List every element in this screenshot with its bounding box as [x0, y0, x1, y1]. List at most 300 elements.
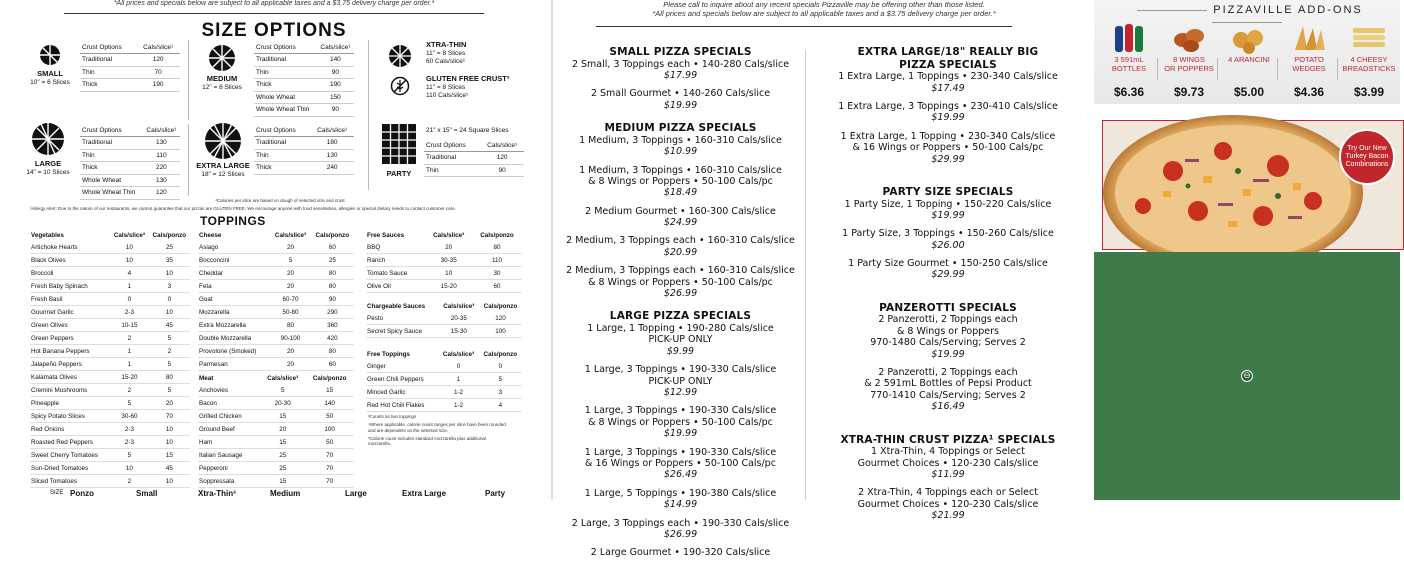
- special-line: 970-1480 Cals/Serving; Serves 2: [870, 337, 1026, 349]
- special-line: 2 Large, 3 Toppings each • 190-330 Cals/slice: [571, 517, 790, 529]
- table-row: [30, 462, 190, 475]
- size-small-sub: 10" = 6 Slices: [30, 79, 70, 86]
- table-cell: Secret Spicy Sauce: [366, 325, 439, 338]
- special-price: $21.99: [931, 510, 965, 522]
- addon-name: [1220, 56, 1278, 65]
- table-header: Cals/ponzo: [312, 375, 347, 382]
- table-cell: Jalapeño Peppers: [30, 358, 110, 371]
- table-header-row: [30, 230, 190, 241]
- special-section-heading: [808, 186, 1088, 199]
- table-row: [80, 162, 180, 175]
- specials-right-column: [808, 46, 1088, 543]
- addon-name-line: 4 ARANCINI: [1228, 55, 1270, 64]
- bottom-label-xtra-thin: Xtra-Thin³: [198, 489, 236, 498]
- specials-note-2: *All prices and specials below are subject to all applicable taxes and a $3.75 delivery charge per order.*: [652, 9, 996, 18]
- specials-rule: [596, 26, 1012, 27]
- spacer: [558, 228, 803, 235]
- table-header: Cheese: [199, 232, 222, 239]
- topping-note: ³Counts as two toppings: [368, 414, 417, 419]
- table-cell: 30-35: [425, 254, 472, 267]
- table-header: Cals/slice¹: [136, 42, 180, 54]
- divider: [368, 40, 369, 190]
- size-medium-label: MEDIUM: [206, 74, 238, 83]
- table-header: Cals/slice¹: [317, 42, 354, 54]
- spacer: [808, 360, 1088, 367]
- table-cell: 80: [311, 267, 354, 280]
- table-row: [254, 91, 354, 104]
- breadsticks-icon: [1349, 20, 1389, 54]
- spacer: [558, 258, 803, 265]
- table-cell: 15: [260, 475, 305, 488]
- table-cell: 190: [317, 79, 354, 92]
- table-cell: 5: [270, 254, 310, 267]
- table-cell: BBQ: [366, 241, 425, 254]
- table-header-row: [80, 42, 180, 54]
- table-header-row: [254, 42, 354, 54]
- table-cell: 0: [110, 293, 148, 306]
- table-cell: 50-80: [270, 306, 310, 319]
- gluten-free-label: GLUTEN FREE CRUST²: [426, 74, 510, 83]
- table-cell: 50: [305, 410, 354, 423]
- xtra-thin-label: XTRA-THIN: [426, 40, 467, 49]
- special-price: $12.99: [663, 386, 698, 398]
- vegetables-table: [30, 230, 190, 488]
- table-row: [198, 423, 354, 436]
- table-cell: Thin: [424, 164, 480, 177]
- table-cell: Extra Mozzarella: [198, 319, 270, 332]
- table-row: [30, 332, 190, 345]
- table-header: Crust Options: [80, 125, 143, 137]
- pizza-party-icon: [382, 124, 416, 164]
- spacer: [808, 420, 1088, 434]
- addon-name-line: 3 591mL: [1114, 55, 1144, 64]
- table-cell: Feta: [198, 280, 270, 293]
- table-row: [80, 79, 180, 92]
- party-crust-table: [424, 140, 524, 177]
- table-header: Cals/ponzo: [152, 232, 187, 239]
- table-row: [254, 149, 354, 162]
- size-options-title: SIZE OPTIONS: [201, 20, 347, 41]
- table-cell: Green Chili Peppers: [366, 373, 438, 386]
- addon-price: $5.00: [1233, 85, 1265, 99]
- table-cell: 4: [110, 267, 148, 280]
- table-cell: Thick: [80, 162, 143, 175]
- table-row: [366, 399, 522, 412]
- special-line: 770-1410 Cals/Serving; Serves 2: [870, 389, 1026, 401]
- table-cell: 290: [311, 306, 354, 319]
- special-price: $19.99: [931, 348, 965, 360]
- bottom-label-small: Small: [136, 489, 158, 498]
- table-cell: Tomato Sauce: [366, 267, 425, 280]
- special-price: $19.99: [663, 99, 698, 111]
- table-row: [80, 137, 180, 150]
- table-cell: 2: [149, 345, 190, 358]
- table-cell: 0: [149, 293, 190, 306]
- table-row: [254, 66, 354, 79]
- green-backdrop: [1094, 252, 1400, 500]
- specials-left-column: [558, 46, 803, 570]
- table-cell: 70: [305, 475, 354, 488]
- special-line: 1 Large, 3 Toppings • 190-330 Cals/slice: [584, 405, 777, 417]
- table-cell: 30-60: [110, 410, 148, 423]
- specials-panel: [556, 0, 1092, 559]
- table-cell: 10: [149, 306, 190, 319]
- table-cell: 1-2: [438, 399, 478, 412]
- spacer: [558, 158, 803, 165]
- spacer: [558, 398, 803, 405]
- table-cell: Thick: [254, 162, 310, 175]
- special-line: 2 Small Gourmet • 140-260 Cals/slice: [590, 88, 771, 100]
- close-icon[interactable]: ⊖: [1241, 370, 1253, 382]
- table-cell: Traditional: [80, 54, 136, 67]
- special-price: $29.99: [931, 269, 965, 281]
- table-cell: 20: [270, 345, 310, 358]
- table-cell: 90: [480, 164, 524, 177]
- table-cell: Ham: [198, 436, 260, 449]
- spacer: [808, 124, 1088, 131]
- table-row: [198, 345, 354, 358]
- table-cell: 140: [317, 54, 354, 67]
- table-row: [366, 360, 522, 373]
- table-cell: Red Onions: [30, 423, 110, 436]
- table-cell: Whole Wheat Thin: [80, 187, 143, 200]
- addons-banner: [1094, 0, 1400, 104]
- table-row: [198, 293, 354, 306]
- divider: [188, 40, 189, 120]
- table-header: Crust Options: [424, 140, 480, 152]
- table-cell: Thin: [80, 149, 143, 162]
- table-cell: 2: [110, 475, 148, 488]
- table-row: [30, 241, 190, 254]
- table-row: [30, 267, 190, 280]
- table-cell: 2: [110, 332, 148, 345]
- special-line: & 8 Wings or Poppers: [896, 325, 1000, 337]
- table-cell: Ranch: [366, 254, 425, 267]
- divider: [1337, 58, 1338, 80]
- addon-name-line: POTATO: [1294, 55, 1324, 64]
- table-header: Cals/slice³: [274, 232, 307, 239]
- table-cell: Black Olives: [30, 254, 110, 267]
- table-cell: Pesto: [366, 312, 439, 325]
- addons-title: PIZZAVILLE ADD-ONS: [1094, 4, 1400, 28]
- table-cell: 80: [270, 319, 310, 332]
- table-row: [366, 241, 522, 254]
- table-cell: 0: [438, 360, 478, 373]
- spacer: [808, 251, 1088, 258]
- table-cell: Hot Banana Peppers: [30, 345, 110, 358]
- special-price: $26.99: [663, 288, 698, 300]
- pizza-large-icon: [31, 122, 65, 156]
- table-cell: Thin: [254, 149, 310, 162]
- table-cell: 90: [311, 293, 354, 306]
- heading-line: PIZZA SPECIALS: [899, 58, 997, 71]
- spacer: [808, 288, 1088, 302]
- xtra-thin-line: 60 Cals/slice¹: [426, 58, 466, 66]
- table-cell: Sweet Cherry Tomatoes: [30, 449, 110, 462]
- heading-line: MEDIUM PIZZA SPECIALS: [604, 122, 757, 135]
- special-section-heading: [558, 310, 803, 323]
- fine-print-calories: ¹Calories per slice are based on dough of selected size and crust: [215, 198, 345, 203]
- free-toppings-table: [366, 349, 522, 412]
- spacer: [558, 566, 803, 570]
- table-cell: Whole Wheat: [254, 91, 317, 104]
- table-row: [30, 371, 190, 384]
- table-cell: 100: [305, 423, 354, 436]
- spacer: [558, 199, 803, 206]
- table-cell: 80: [149, 371, 190, 384]
- special-price: $9.99: [666, 345, 695, 357]
- addon-item[interactable]: [1160, 18, 1218, 102]
- table-cell: Ground Beef: [198, 423, 260, 436]
- gluten-free-line: 110 Cals/slice¹: [426, 92, 469, 100]
- size-medium-sub: 12" = 8 Slices: [202, 84, 242, 91]
- spacer: [808, 522, 1088, 529]
- table-cell: 70: [305, 449, 354, 462]
- table-header: Free Sauces: [367, 232, 405, 239]
- table-cell: 130: [143, 174, 180, 187]
- table-row: [30, 423, 190, 436]
- table-cell: Cheddar: [198, 267, 270, 280]
- table-row: [366, 386, 522, 399]
- table-row: [30, 436, 190, 449]
- table-cell: 240: [310, 162, 354, 175]
- small-crust-table: [80, 42, 180, 92]
- addon-name-line: WEDGES: [1292, 63, 1326, 73]
- table-cell: Goat: [198, 293, 270, 306]
- addon-item[interactable]: [1280, 18, 1338, 102]
- addon-item[interactable]: [1340, 18, 1398, 102]
- bottom-label-extra-large: Extra Large: [402, 489, 447, 498]
- fine-print-allergy: ²Allergy Alert: Due to the nature of our restaurants, we cannot guarantee that our pizzas are GLUTEN FREE. We encourage anyone with food sensitivities, allergies or special dietary needs to contact customer care.: [30, 206, 456, 211]
- spacer: [808, 529, 1088, 543]
- table-header: Cals/ponzo: [480, 232, 514, 239]
- table-row: [198, 254, 354, 267]
- addon-name-line: OR POPPERS: [1164, 63, 1214, 73]
- special-line: 1 Xtra-Thin, 4 Toppings or Select: [871, 446, 1025, 458]
- special-section-heading: [808, 46, 1088, 71]
- toppings-title: TOPPINGS: [200, 214, 266, 228]
- special-section-heading: [558, 46, 803, 59]
- special-line: & 16 Wings or Poppers • 50-100 Cals/pc: [852, 142, 1044, 154]
- addons-panel: [1094, 0, 1400, 500]
- table-row: [80, 54, 180, 67]
- table-cell: Sun-Dried Tomatoes: [30, 462, 110, 475]
- table-cell: 180: [310, 137, 354, 150]
- heading-line: EXTRA LARGE/18" REALLY BIG: [857, 46, 1039, 58]
- table-cell: 15-20: [110, 371, 148, 384]
- spacer: [808, 413, 1088, 420]
- special-price: $29.99: [931, 153, 965, 165]
- table-header: Free Toppings: [367, 351, 410, 358]
- table-cell: Traditional: [254, 137, 310, 150]
- table-row: [254, 162, 354, 175]
- special-line: 1 Extra Large, 1 Toppings • 230-340 Cals/slice: [838, 71, 1058, 83]
- table-cell: 15: [305, 384, 354, 397]
- special-price: $17.99: [663, 69, 698, 81]
- table-cell: 0: [479, 360, 522, 373]
- specials-column-divider: [805, 50, 806, 500]
- heading-line: XTRA-THIN CRUST PIZZA¹ SPECIALS: [840, 433, 1056, 446]
- table-row: [80, 174, 180, 187]
- table-row: [80, 66, 180, 79]
- special-line: 1 Large, 3 Toppings • 190-330 Cals/slice: [584, 364, 777, 376]
- table-cell: 5: [149, 358, 190, 371]
- addon-price: $6.36: [1113, 85, 1145, 99]
- table-header-row: [366, 230, 522, 241]
- table-header: Cals/slice³: [443, 303, 475, 310]
- special-line: 1 Medium, 3 Toppings • 160-310 Cals/slice: [579, 164, 782, 176]
- table-cell: 1: [110, 280, 148, 293]
- table-row: [30, 319, 190, 332]
- table-cell: 15: [149, 449, 190, 462]
- table-cell: Pineapple: [30, 397, 110, 410]
- table-cell: 25: [149, 241, 190, 254]
- table-cell: 10: [149, 436, 190, 449]
- spacer: [808, 94, 1088, 101]
- table-cell: Parmesan: [198, 358, 270, 371]
- table-cell: Fresh Basil: [30, 293, 110, 306]
- table-cell: 90: [317, 104, 354, 117]
- table-row: [30, 449, 190, 462]
- spacer: [558, 540, 803, 547]
- size-party-label: PARTY: [386, 169, 412, 178]
- heading-line: SMALL PIZZA SPECIALS: [609, 46, 752, 58]
- table-header-row: [198, 373, 354, 384]
- table-header: Cals/slice¹: [310, 125, 354, 137]
- table-cell: 1: [438, 373, 478, 386]
- spacer: [808, 221, 1088, 228]
- table-row: [30, 345, 190, 358]
- table-cell: 10: [110, 241, 148, 254]
- special-line: 1 Party Size, 1 Topping • 150-220 Cals/slice: [844, 198, 1052, 210]
- table-cell: Double Mozzarella: [198, 332, 270, 345]
- table-cell: 20: [425, 241, 472, 254]
- table-cell: 15-30: [439, 325, 479, 338]
- special-price: $24.99: [663, 217, 698, 229]
- table-cell: Cremini Mushrooms: [30, 384, 110, 397]
- table-cell: Kalamata Olives: [30, 371, 110, 384]
- special-price: $26.00: [931, 239, 965, 251]
- table-row: [198, 280, 354, 293]
- table-cell: 35: [149, 254, 190, 267]
- table-cell: Grilled Chicken: [198, 410, 260, 423]
- table-row: [30, 358, 190, 371]
- table-row: [198, 462, 354, 475]
- addon-item[interactable]: [1220, 18, 1278, 102]
- xtra-thin-line: 11" = 8 Slices: [426, 49, 466, 57]
- table-row: [198, 384, 354, 397]
- table-row: [30, 410, 190, 423]
- bottles-icon: [1109, 20, 1149, 54]
- bottom-label-medium: Medium: [270, 489, 301, 498]
- special-line: & 2 591mL Bottles of Pepsi Product: [864, 378, 1032, 390]
- table-cell: Pepperoni: [198, 462, 260, 475]
- table-cell: Italian Sausage: [198, 449, 260, 462]
- spacer: [808, 172, 1088, 186]
- table-row: [366, 312, 522, 325]
- table-cell: 1-2: [438, 386, 478, 399]
- addon-price: $4.36: [1293, 85, 1325, 99]
- table-cell: 15: [260, 436, 305, 449]
- addon-price: $9.73: [1173, 85, 1205, 99]
- table-cell: 10: [425, 267, 472, 280]
- table-header: Cals/slice¹: [143, 125, 180, 137]
- wings-icon: [1169, 20, 1209, 54]
- table-cell: 140: [305, 397, 354, 410]
- special-price: $19.99: [931, 209, 965, 221]
- table-header-row: [366, 349, 522, 360]
- table-row: [254, 79, 354, 92]
- table-header-row: [366, 301, 522, 312]
- topping-note: ⁴Where applicable, calorie count ranges per slice have been rounded and are dependent on the selected size.: [368, 421, 506, 433]
- table-cell: Gourmet Garlic: [30, 306, 110, 319]
- special-price: $16.49: [931, 401, 965, 413]
- specials-note-1: Please call to inquire about any recent specials Pizzaville may be offering other than those listed.: [663, 0, 985, 9]
- special-price: $19.99: [663, 428, 698, 440]
- promo-banner[interactable]: [1102, 120, 1404, 250]
- spacer: [558, 559, 803, 566]
- special-price: $20.99: [663, 246, 698, 258]
- table-header: Vegetables: [31, 232, 64, 239]
- special-price: $10.99: [663, 146, 698, 158]
- table-cell: 3: [479, 386, 522, 399]
- panel1-top-note: *All prices and specials below are subject to all applicable taxes and a $3.75 delivery charge per order.*: [113, 0, 435, 7]
- table-cell: 120: [136, 54, 180, 67]
- table-cell: 20: [149, 397, 190, 410]
- table-row: [198, 358, 354, 371]
- table-cell: Green Olives: [30, 319, 110, 332]
- table-row: [424, 164, 524, 177]
- table-cell: 70: [305, 462, 354, 475]
- table-cell: 110: [472, 254, 522, 267]
- chargeable-sauces-table: [366, 301, 522, 338]
- addon-name: [1280, 56, 1338, 73]
- divider: [1157, 58, 1158, 80]
- table-cell: Roasted Red Peppers: [30, 436, 110, 449]
- spacer: [558, 481, 803, 488]
- special-line: 2 Small, 3 Toppings each • 140-280 Cals/slice: [571, 58, 790, 70]
- special-line: 2 Xtra-Thin, 4 Toppings each or Select: [858, 487, 1038, 499]
- table-cell: Artichoke Hearts: [30, 241, 110, 254]
- addon-item[interactable]: [1100, 18, 1158, 102]
- topping-note: ⁵Calorie count includes standard mozzarella plus additional mozzarella.: [368, 435, 486, 447]
- table-header: Cals/ponzo: [483, 351, 518, 358]
- table-cell: 45: [149, 319, 190, 332]
- heading-line: PARTY SIZE SPECIALS: [882, 185, 1014, 198]
- table-cell: 25: [260, 449, 305, 462]
- table-cell: Fresh Baby Spinach: [30, 280, 110, 293]
- table-cell: 45: [149, 462, 190, 475]
- table-cell: 70: [136, 66, 180, 79]
- table-cell: 130: [143, 137, 180, 150]
- table-cell: 10: [149, 423, 190, 436]
- addon-price: $3.99: [1353, 85, 1385, 99]
- special-line: 1 Extra Large, 1 Topping • 230-340 Cals/slice: [840, 130, 1056, 142]
- size-party-sub: 21" x 15" = 24 Square Slices: [426, 127, 509, 134]
- table-cell: 70: [149, 410, 190, 423]
- table-header: Cals/slice¹: [480, 140, 524, 152]
- table-row: [198, 241, 354, 254]
- table-cell: Provolone (Smoked): [198, 345, 270, 358]
- table-cell: 2-3: [110, 436, 148, 449]
- addon-name-line: BREADSTICKS: [1342, 63, 1396, 73]
- addon-name: [1160, 56, 1218, 73]
- table-cell: 5: [149, 332, 190, 345]
- table-cell: Olive Oil: [366, 280, 425, 293]
- table-cell: Thick: [80, 79, 136, 92]
- medium-crust-table: [254, 42, 354, 117]
- divider: [188, 124, 189, 196]
